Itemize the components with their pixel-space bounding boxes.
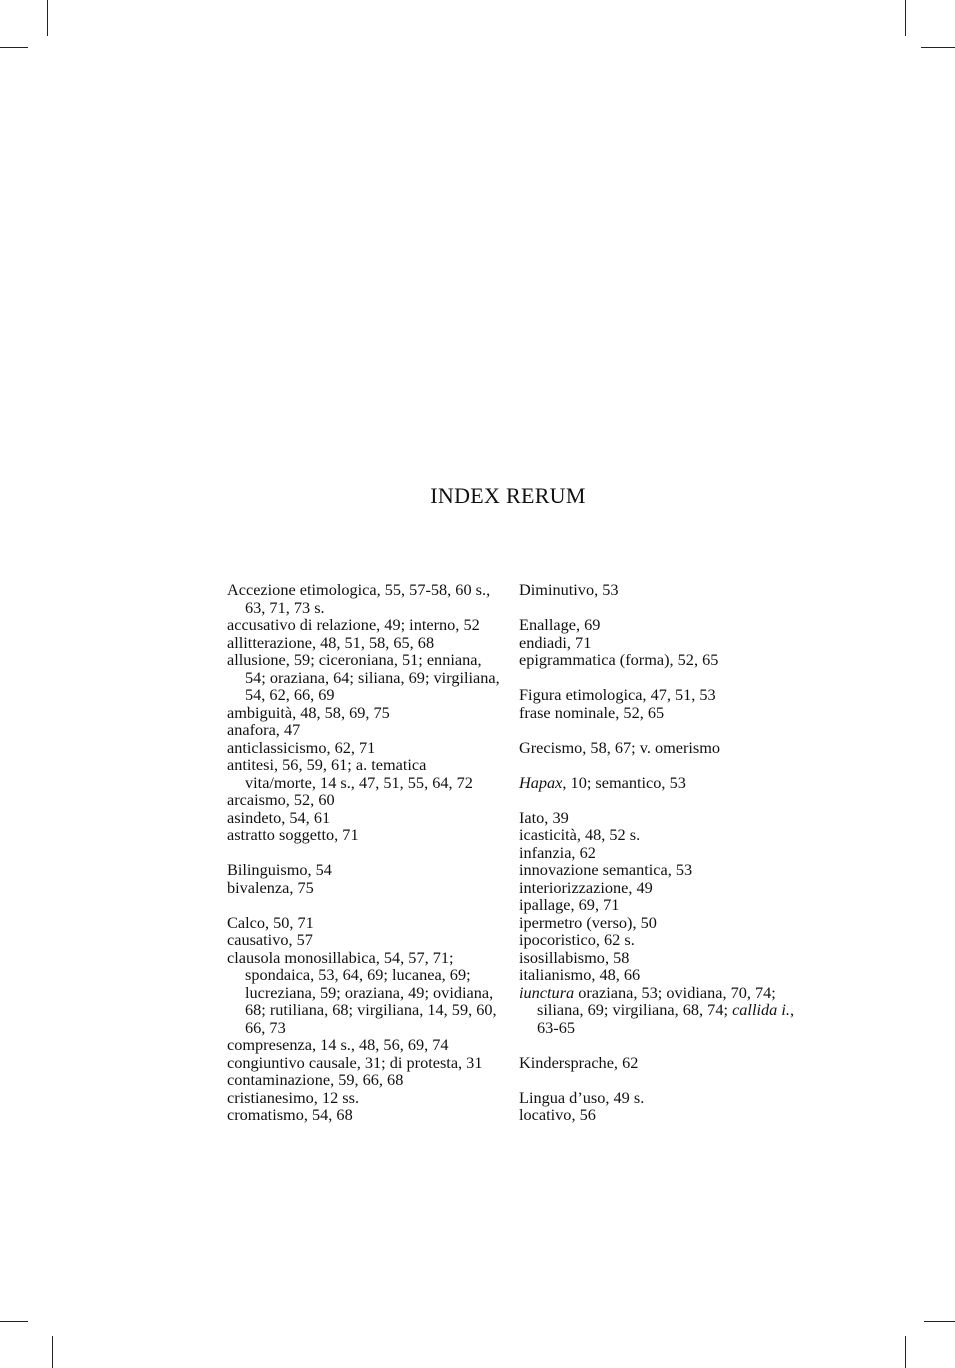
- index-entry: asindeto, 54, 61: [227, 807, 331, 827]
- index-entry: infanzia, 62: [519, 842, 596, 862]
- index-entry: interiorizzazione, 49: [519, 877, 653, 897]
- crop-mark-top-right: [905, 0, 906, 36]
- index-column-left: [227, 581, 501, 1124]
- index-entry: [519, 984, 809, 1037]
- index-entry: Enallage, 69: [519, 615, 601, 634]
- index-entry: compresenza, 14 s., 48, 56, 69, 74: [227, 1035, 449, 1054]
- index-entry: Lingua d’uso, 49 s.: [519, 1087, 645, 1107]
- index-entry: ipermetro (verso), 50: [519, 912, 657, 932]
- crop-mark-bottom-left: [52, 1336, 53, 1368]
- index-entry-text: , 10; semantico, 53: [562, 772, 686, 792]
- index-term-italic: Hapax: [519, 772, 563, 792]
- crop-mark-top-left-h: [0, 47, 28, 48]
- index-entry: innovazione semantica, 53: [519, 860, 693, 879]
- index-entry: locativo, 56: [519, 1105, 596, 1124]
- index-entry: anticlassicismo, 62, 71: [227, 737, 376, 757]
- crop-mark-top-right-h: [921, 47, 955, 48]
- index-entry: endiadi, 71: [519, 632, 592, 652]
- index-entry: isosillabismo, 58: [519, 947, 630, 967]
- index-entry-text: oraziana, 53; ovidiana, 70, 74; siliana, 69; virgiliana, 68, 74;: [537, 982, 776, 1019]
- page-title: INDEX RERUM: [430, 483, 586, 508]
- index-entry: Kindersprache, 62: [519, 1052, 639, 1072]
- crop-mark-bottom-right-h: [924, 1321, 955, 1322]
- index-entry: Diminutivo, 53: [519, 580, 619, 599]
- index-entry: Calco, 50, 71: [227, 912, 314, 932]
- crop-mark-bottom-left-h: [0, 1321, 28, 1322]
- index-entry: contaminazione, 59, 66, 68: [227, 1070, 404, 1089]
- index-entry: Iato, 39: [519, 807, 569, 827]
- index-entry: astratto soggetto, 71: [227, 825, 359, 844]
- index-entry: icasticità, 48, 52 s.: [519, 825, 641, 844]
- index-entry: congiuntivo causale, 31; di protesta, 31: [227, 1052, 483, 1072]
- crop-mark-top-left: [47, 0, 48, 36]
- index-entry: Bilinguismo, 54: [227, 860, 332, 879]
- index-entry: causativo, 57: [227, 930, 313, 949]
- index-entry: frase nominale, 52, 65: [519, 702, 665, 722]
- index-entry: Accezione etimologica, 55, 57-58, 60 s., 63, 71, 73 s.: [227, 580, 491, 617]
- index-entry: anafora, 47: [227, 720, 301, 739]
- index-entry: epigrammatica (forma), 52, 65: [519, 650, 719, 669]
- index-entry: Figura etimologica, 47, 51, 53: [519, 685, 716, 704]
- index-entry: italianismo, 48, 66: [519, 965, 641, 984]
- index-entry: cristianesimo, 12 ss.: [227, 1087, 360, 1107]
- index-entry: arcaismo, 52, 60: [227, 790, 335, 809]
- index-entry: bivalenza, 75: [227, 877, 314, 897]
- index-entry: allitterazione, 48, 51, 58, 65, 68: [227, 632, 435, 652]
- index-entry: ambiguità, 48, 58, 69, 75: [227, 702, 390, 722]
- index-entry: allusione, 59; ciceroniana, 51; enniana, 54; oraziana, 64; siliana, 69; virgiliana, 54, 62, 66, 69: [227, 650, 500, 704]
- index-term-italic: iunctura: [519, 982, 575, 1002]
- index-entry: accusativo di relazione, 49; interno, 52: [227, 615, 480, 634]
- index-entry: cromatismo, 54, 68: [227, 1105, 353, 1124]
- index-entry: [519, 774, 809, 792]
- index-entry-text: , 63-65: [537, 1000, 795, 1037]
- index-entry: ipallage, 69, 71: [519, 895, 620, 914]
- index-entry: clausola monosillabica, 54, 57, 71; spondaica, 53, 64, 69; lucanea, 69; lucreziana, 59; oraziana, 49; ovidiana, 68; rutiliana, 68; virgiliana, 14, 59, 60, 66, 73: [227, 947, 497, 1037]
- index-term-italic: callida i.: [732, 1000, 790, 1019]
- crop-mark-bottom-right: [905, 1336, 906, 1368]
- index-entry: antitesi, 56, 59, 61; a. tematica vita/morte, 14 s., 47, 51, 55, 64, 72: [227, 755, 473, 792]
- index-entry: Grecismo, 58, 67; v. omerismo: [519, 737, 721, 757]
- index-column-right: [519, 581, 809, 1124]
- index-entry: ipocoristico, 62 s.: [519, 930, 635, 949]
